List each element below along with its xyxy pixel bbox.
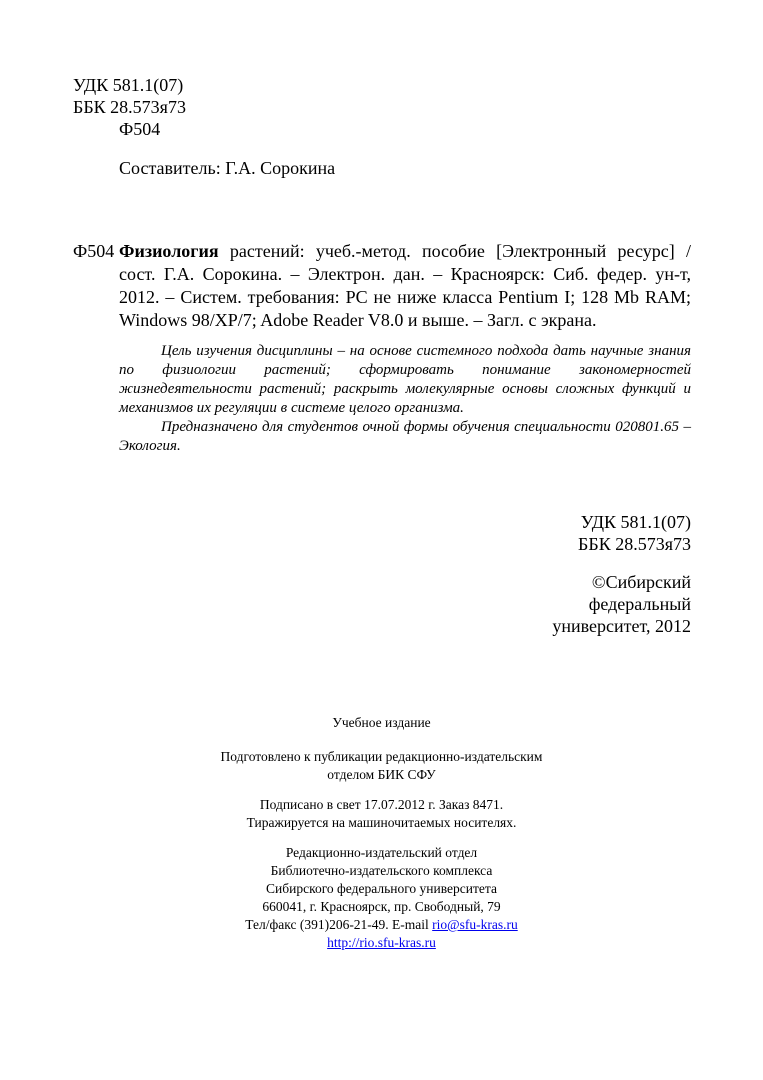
udk-code: УДК 581.1(07) <box>73 75 184 95</box>
replicated-line: Тиражируется на машиночитаемых носителях. <box>246 815 517 830</box>
compiler: Составитель: Г.А. Сорокина <box>119 158 336 178</box>
publisher-address: 660041, г. Красноярск, пр. Свободный, 79 <box>262 899 501 914</box>
website-link[interactable]: http://rio.sfu-kras.ru <box>327 935 436 950</box>
bibliography-rest: растений: учеб.-метод. пособие [Электронный ресурс] / сост. Г.А. Сорокина. – Электрон. дан. – Красноярск: Сиб. федер. ун-т, 2012. – Систем. требования: PC не ниже класса Pentium I; 128 Mb RAM; Windows 98/XP/7; Adobe Reader V8.0 и выше. – Загл. с экрана. <box>119 241 691 330</box>
edition-type: Учебное издание <box>332 715 431 730</box>
bibliography-description <box>119 240 691 332</box>
classification-bbk: ББК 28.573я73 <box>578 534 691 554</box>
imprint-edition-type <box>0 714 763 732</box>
publisher-line2: Библиотечно-издательского комплекса <box>270 863 493 878</box>
author-sign: Ф504 <box>119 119 161 139</box>
copyright-block <box>552 571 691 637</box>
publisher-line1: Редакционно-издательский отдел <box>285 845 478 860</box>
prepared-line2: отделом БИК СФУ <box>327 767 436 782</box>
email-link[interactable]: rio@sfu-kras.ru <box>432 917 518 932</box>
classification-udk: УДК 581.1(07) <box>580 512 691 532</box>
copyright-line2: федеральный <box>588 594 691 614</box>
bbk-code: ББК 28.573я73 <box>73 97 186 117</box>
copyright-line3: университет, 2012 <box>552 616 691 636</box>
prepared-line1: Подготовлено к публикации редакционно-издательским <box>220 749 543 764</box>
phone-fax: Тел/факс (391)206-21-49. E-mail <box>245 917 433 932</box>
annotation-paragraph-goal: Цель изучения дисциплины – на основе системного подхода дать научные знания по физиологии растений; сформировать понимание закономерностей жизнедеятельности растений; раскрыть молекулярные основы сложных функций и механизмов их регуляции в системе целого организма. <box>119 343 691 416</box>
annotation <box>119 342 691 456</box>
imprint-signed <box>0 796 763 832</box>
bibliography-title: Физиология <box>119 241 219 261</box>
imprint-prepared <box>0 748 763 784</box>
copyright-line1: ©Сибирский <box>591 572 691 592</box>
annotation-paragraph-audience: Предназначено для студентов очной формы обучения специальности 020801.65 – Экология. <box>119 419 691 454</box>
signed-line: Подписано в свет 17.07.2012 г. Заказ 8471. <box>259 797 504 812</box>
classification-block <box>578 511 691 555</box>
publisher-contacts <box>0 916 763 934</box>
bibliography-code: Ф504 <box>73 241 115 261</box>
imprint-publisher <box>0 844 763 952</box>
publisher-line3: Сибирского федерального университета <box>266 881 497 896</box>
